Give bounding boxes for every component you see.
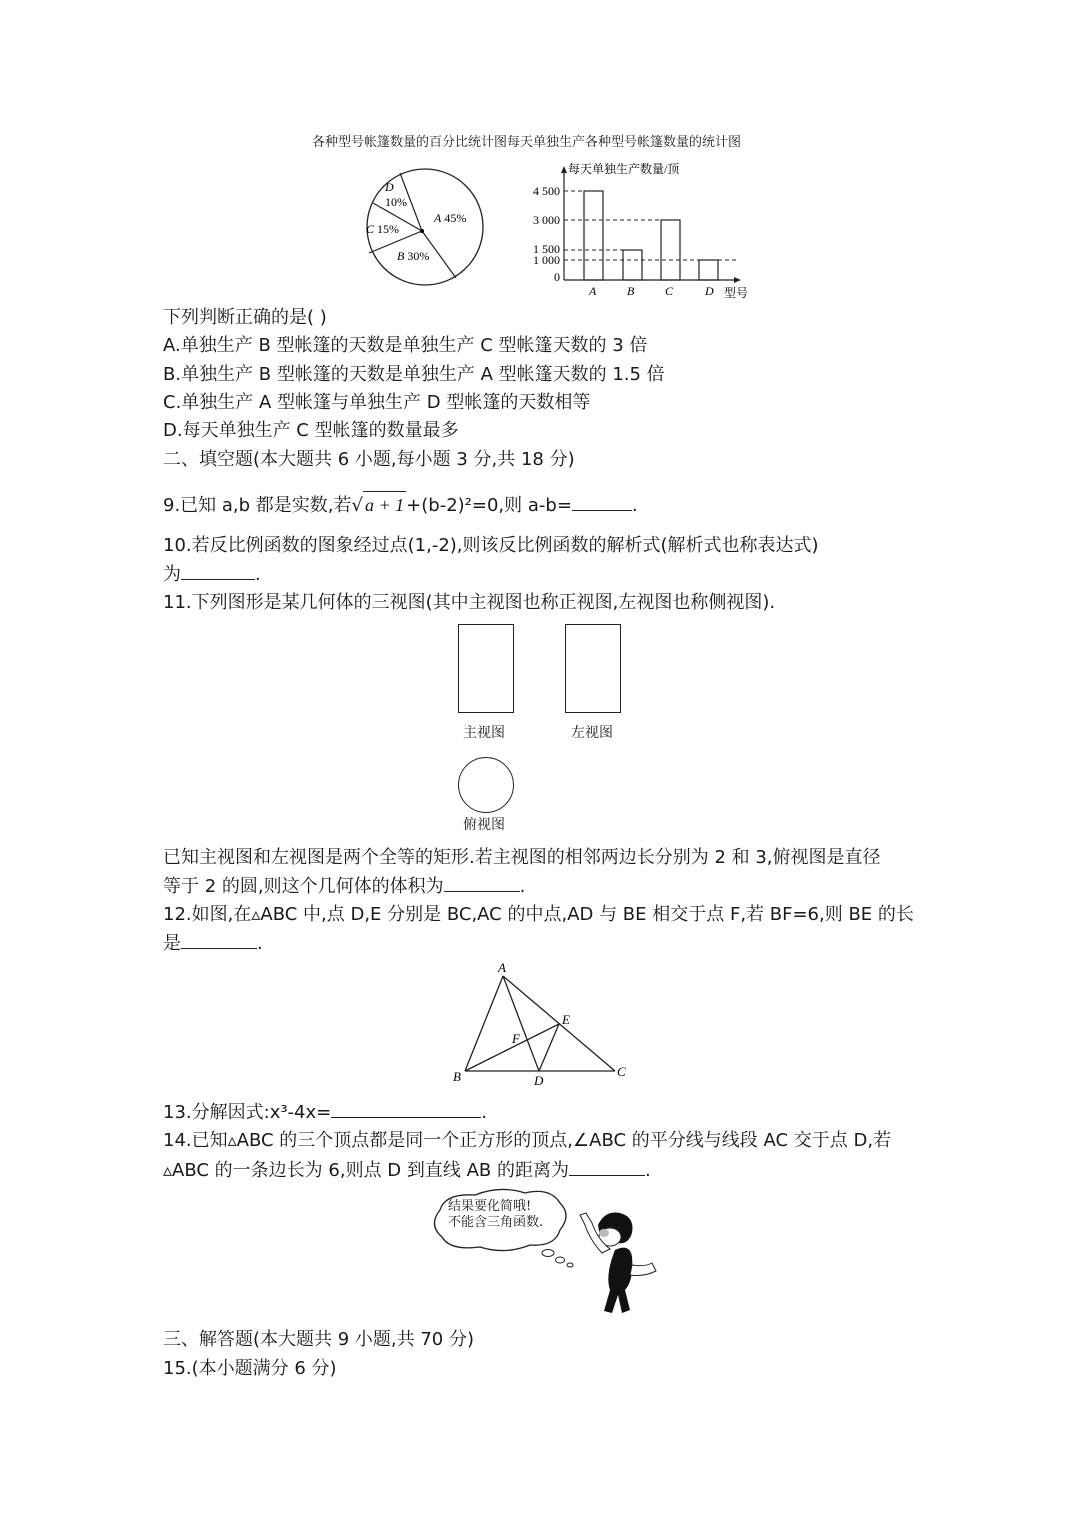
left-view-rectangle <box>565 624 621 713</box>
x-label-d: D <box>705 284 714 298</box>
bubble-text <box>448 1199 543 1231</box>
x-label-b: B <box>627 284 635 298</box>
q10-text: 为 <box>163 564 181 585</box>
vertex-b-label: B <box>453 1069 461 1084</box>
q8-option-c: C.单独生产 A 型帐篷与单独生产 D 型帐篷的天数相等 <box>163 392 591 413</box>
q12-line2 <box>163 930 263 957</box>
q9-text-post: +(b-2)²=0,则 a-b= <box>406 495 572 516</box>
q12-text: 是 <box>163 933 181 954</box>
section-3-title: 三、解答题(本大题共 9 小题,共 70 分) <box>163 1329 475 1350</box>
q11-answer-blank[interactable] <box>444 873 520 892</box>
q8-option-d: D.每天单独生产 C 型帐篷的数量最多 <box>163 420 459 441</box>
pie-label-d-pct: 10% <box>385 195 407 209</box>
pie-label-d: D <box>385 180 394 194</box>
q10-answer-blank[interactable] <box>181 561 255 580</box>
y-axis-label: 每天单独生产数量/顶 <box>568 162 680 176</box>
top-view-label: 俯视图 <box>463 817 505 833</box>
bar-chart <box>510 155 770 305</box>
q8-option-a: A.单独生产 B 型帐篷的天数是单独生产 C 型帐篷天数的 3 倍 <box>163 335 648 356</box>
bar-a <box>584 191 603 280</box>
q13-text: 13.分解因式:x³-4x= <box>163 1102 332 1123</box>
q13 <box>163 1099 487 1126</box>
q10-line1: 10.若反比例函数的图象经过点(1,-2),则该反比例函数的解析式(解析式也称表达式) <box>163 535 819 556</box>
x-label-a: A <box>589 284 597 298</box>
y-tick-3000: 3 000 <box>533 213 560 227</box>
q14-line2 <box>163 1157 651 1184</box>
q9-answer-blank[interactable] <box>572 492 632 511</box>
q8-stem: 下列判断正确的是( ) <box>163 307 327 328</box>
x-label-c: C <box>665 284 674 298</box>
q12-line1: 12.如图,在▵ABC 中,点 D,E 分别是 BC,AC 的中点,AD 与 BE 相交于点 F,若 BF=6,则 BE 的长 <box>163 904 914 925</box>
q13-answer-blank[interactable] <box>331 1099 481 1118</box>
point-d-label: D <box>534 1073 544 1088</box>
left-view-label: 左视图 <box>571 725 613 741</box>
point-f-label: F <box>512 1031 520 1046</box>
q10-line2 <box>163 561 261 588</box>
x-axis-label: 型号 <box>724 286 749 300</box>
q9-end: . <box>631 495 638 516</box>
pie-label-b: B 30% <box>397 249 430 263</box>
q12-answer-blank[interactable] <box>181 930 257 949</box>
q11-end: . <box>519 876 526 897</box>
vertex-c-label: C <box>617 1064 626 1079</box>
q12-end: . <box>257 933 263 954</box>
q14-text: ▵ABC 的一条边长为 6,则点 D 到直线 AB 的距离为 <box>163 1160 569 1181</box>
q14-line1: 14.已知▵ABC 的三个顶点都是同一个正方形的顶点,∠ABC 的平分线与线段 AC 交于点 D,若 <box>163 1130 892 1151</box>
bubble-line-1: 结果要化简哦! <box>448 1199 532 1214</box>
y-tick-1000: 1 000 <box>533 253 560 267</box>
q13-end: . <box>481 1102 487 1123</box>
q9 <box>163 491 638 519</box>
top-view-circle <box>458 757 514 813</box>
bar-b <box>623 250 642 280</box>
pie-label-a: A 45% <box>434 211 467 225</box>
q8-option-b: B.单独生产 B 型帐篷的天数是单独生产 A 型帐篷天数的 1.5 倍 <box>163 364 665 385</box>
y-tick-1500: 1 500 <box>533 242 560 256</box>
q11-line1: 11.下列图形是某几何体的三视图(其中主视图也称正视图,左视图也称侧视图). <box>163 592 776 613</box>
q9-text: 9.已知 a,b 都是实数,若 <box>163 495 352 516</box>
front-view-label: 主视图 <box>463 725 505 741</box>
q11-line3 <box>163 873 525 900</box>
charts-caption: 各种型号帐篷数量的百分比统计图每天单独生产各种型号帐篷数量的统计图 <box>312 135 742 150</box>
pie-chart <box>355 160 495 295</box>
q10-end: . <box>255 564 261 585</box>
sqrt-symbol: √ <box>351 495 364 516</box>
q14-end: . <box>644 1160 651 1181</box>
y-tick-0: 0 <box>554 270 560 284</box>
triangle-figure <box>440 955 640 1090</box>
q14-answer-blank[interactable] <box>569 1157 645 1176</box>
y-tick-4500: 4 500 <box>533 184 560 198</box>
bar-d <box>699 260 718 280</box>
q15-title: 15.(本小题满分 6 分) <box>163 1358 337 1379</box>
q9-radicand: a + 1 <box>363 491 406 518</box>
q11-text: 等于 2 的圆,则这个几何体的体积为 <box>163 876 444 897</box>
q11-line2: 已知主视图和左视图是两个全等的矩形.若主视图的相邻两边长分别为 2 和 3,俯视图是直径 <box>163 847 881 868</box>
pie-label-c: C 15% <box>366 222 400 236</box>
point-e-label: E <box>562 1012 570 1027</box>
bubble-line-2: 不能含三角函数. <box>448 1215 544 1230</box>
vertex-a-label: A <box>498 960 506 975</box>
front-view-rectangle <box>458 624 514 713</box>
section-2-title: 二、填空题(本大题共 6 小题,每小题 3 分,共 18 分) <box>163 449 575 470</box>
bar-c <box>661 220 680 280</box>
